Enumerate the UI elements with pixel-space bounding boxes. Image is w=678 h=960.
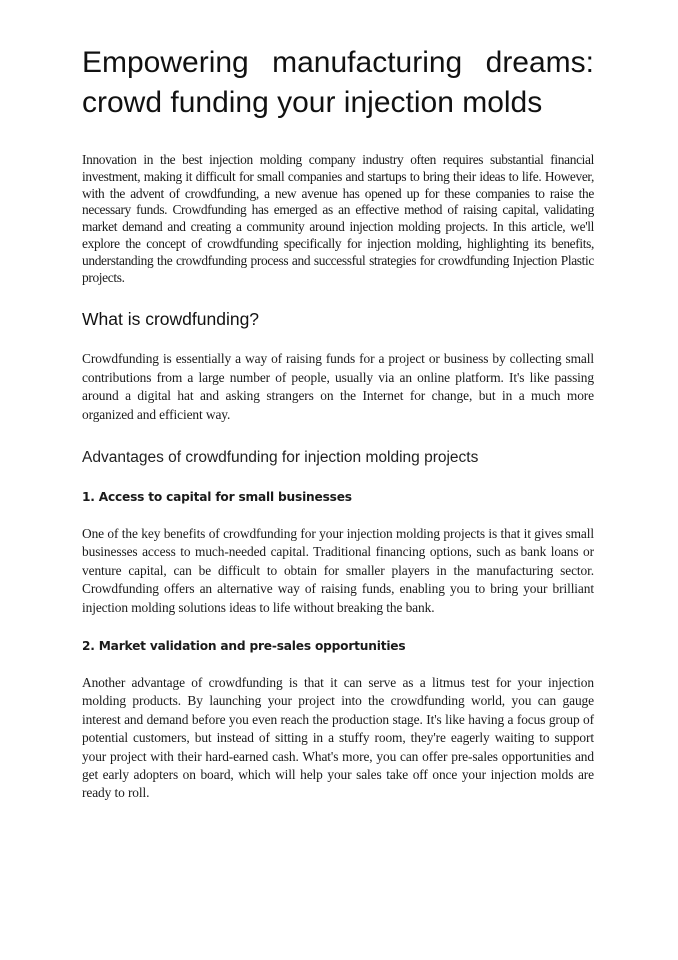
section-2-heading: 2. Market validation and pre-sales opportunities <box>82 639 406 654</box>
section-1-heading: 1. Access to capital for small businesses <box>82 490 352 504</box>
section-1-paragraph: One of the key benefits of crowdfunding for your injection molding projects is that it gives small businesses access to much-needed capital. Traditional financing options, such as bank loans or venture capital, can be difficult to obtain for smaller players in the manufacturing sector. Crowdfunding offers an alternative way of raising funds, enabling you to bring your brilliant injection molding solutions ideas to life without breaking the bank. <box>82 526 594 615</box>
advantages-heading: Advantages of crowdfunding for injection molding projects <box>82 449 479 466</box>
section-2-paragraph: Another advantage of crowdfunding is that it can serve as a litmus test for your injection molding products. By launching your project into the crowdfunding world, you can gauge interest and demand before you even reach the production stage. It's like having a focus group of potential customers, but instead of sitting in a stuffy room, they're eagerly waiting to support your project with their hard-earned cash. What's more, you can offer pre-sales opportunities and get early adopters on board, which will help your sales take off once your injection molds are ready to roll. <box>82 675 594 801</box>
document-title: Empowering manufacturing dreams: crowd funding your injection molds <box>82 46 594 119</box>
what-is-crowdfunding-heading: What is crowdfunding? <box>82 309 260 330</box>
intro-paragraph: Innovation in the best injection molding company industry often requires substantial financial investment, making it difficult for small companies and startups to bring their ideas to life. However, with the advent of crowdfunding, a new avenue has opened up for these companies to raise the necessary funds. Crowdfunding has emerged as an effective method of raising capital, validating market demand and creating a community around injection molding projects. In this article, we'll explore the concept of crowdfunding specifically for injection molding, highlighting its benefits, understanding the crowdfunding process and successful strategies for crowdfunding Injection Plastic projects. <box>82 152 594 285</box>
what-is-crowdfunding-paragraph: Crowdfunding is essentially a way of raising funds for a project or business by collecting small contributions from a large number of people, usually via an online platform. It's like passing around a digital hat and asking strangers on the Internet for change, but in a much more organized and efficient way. <box>82 351 594 422</box>
